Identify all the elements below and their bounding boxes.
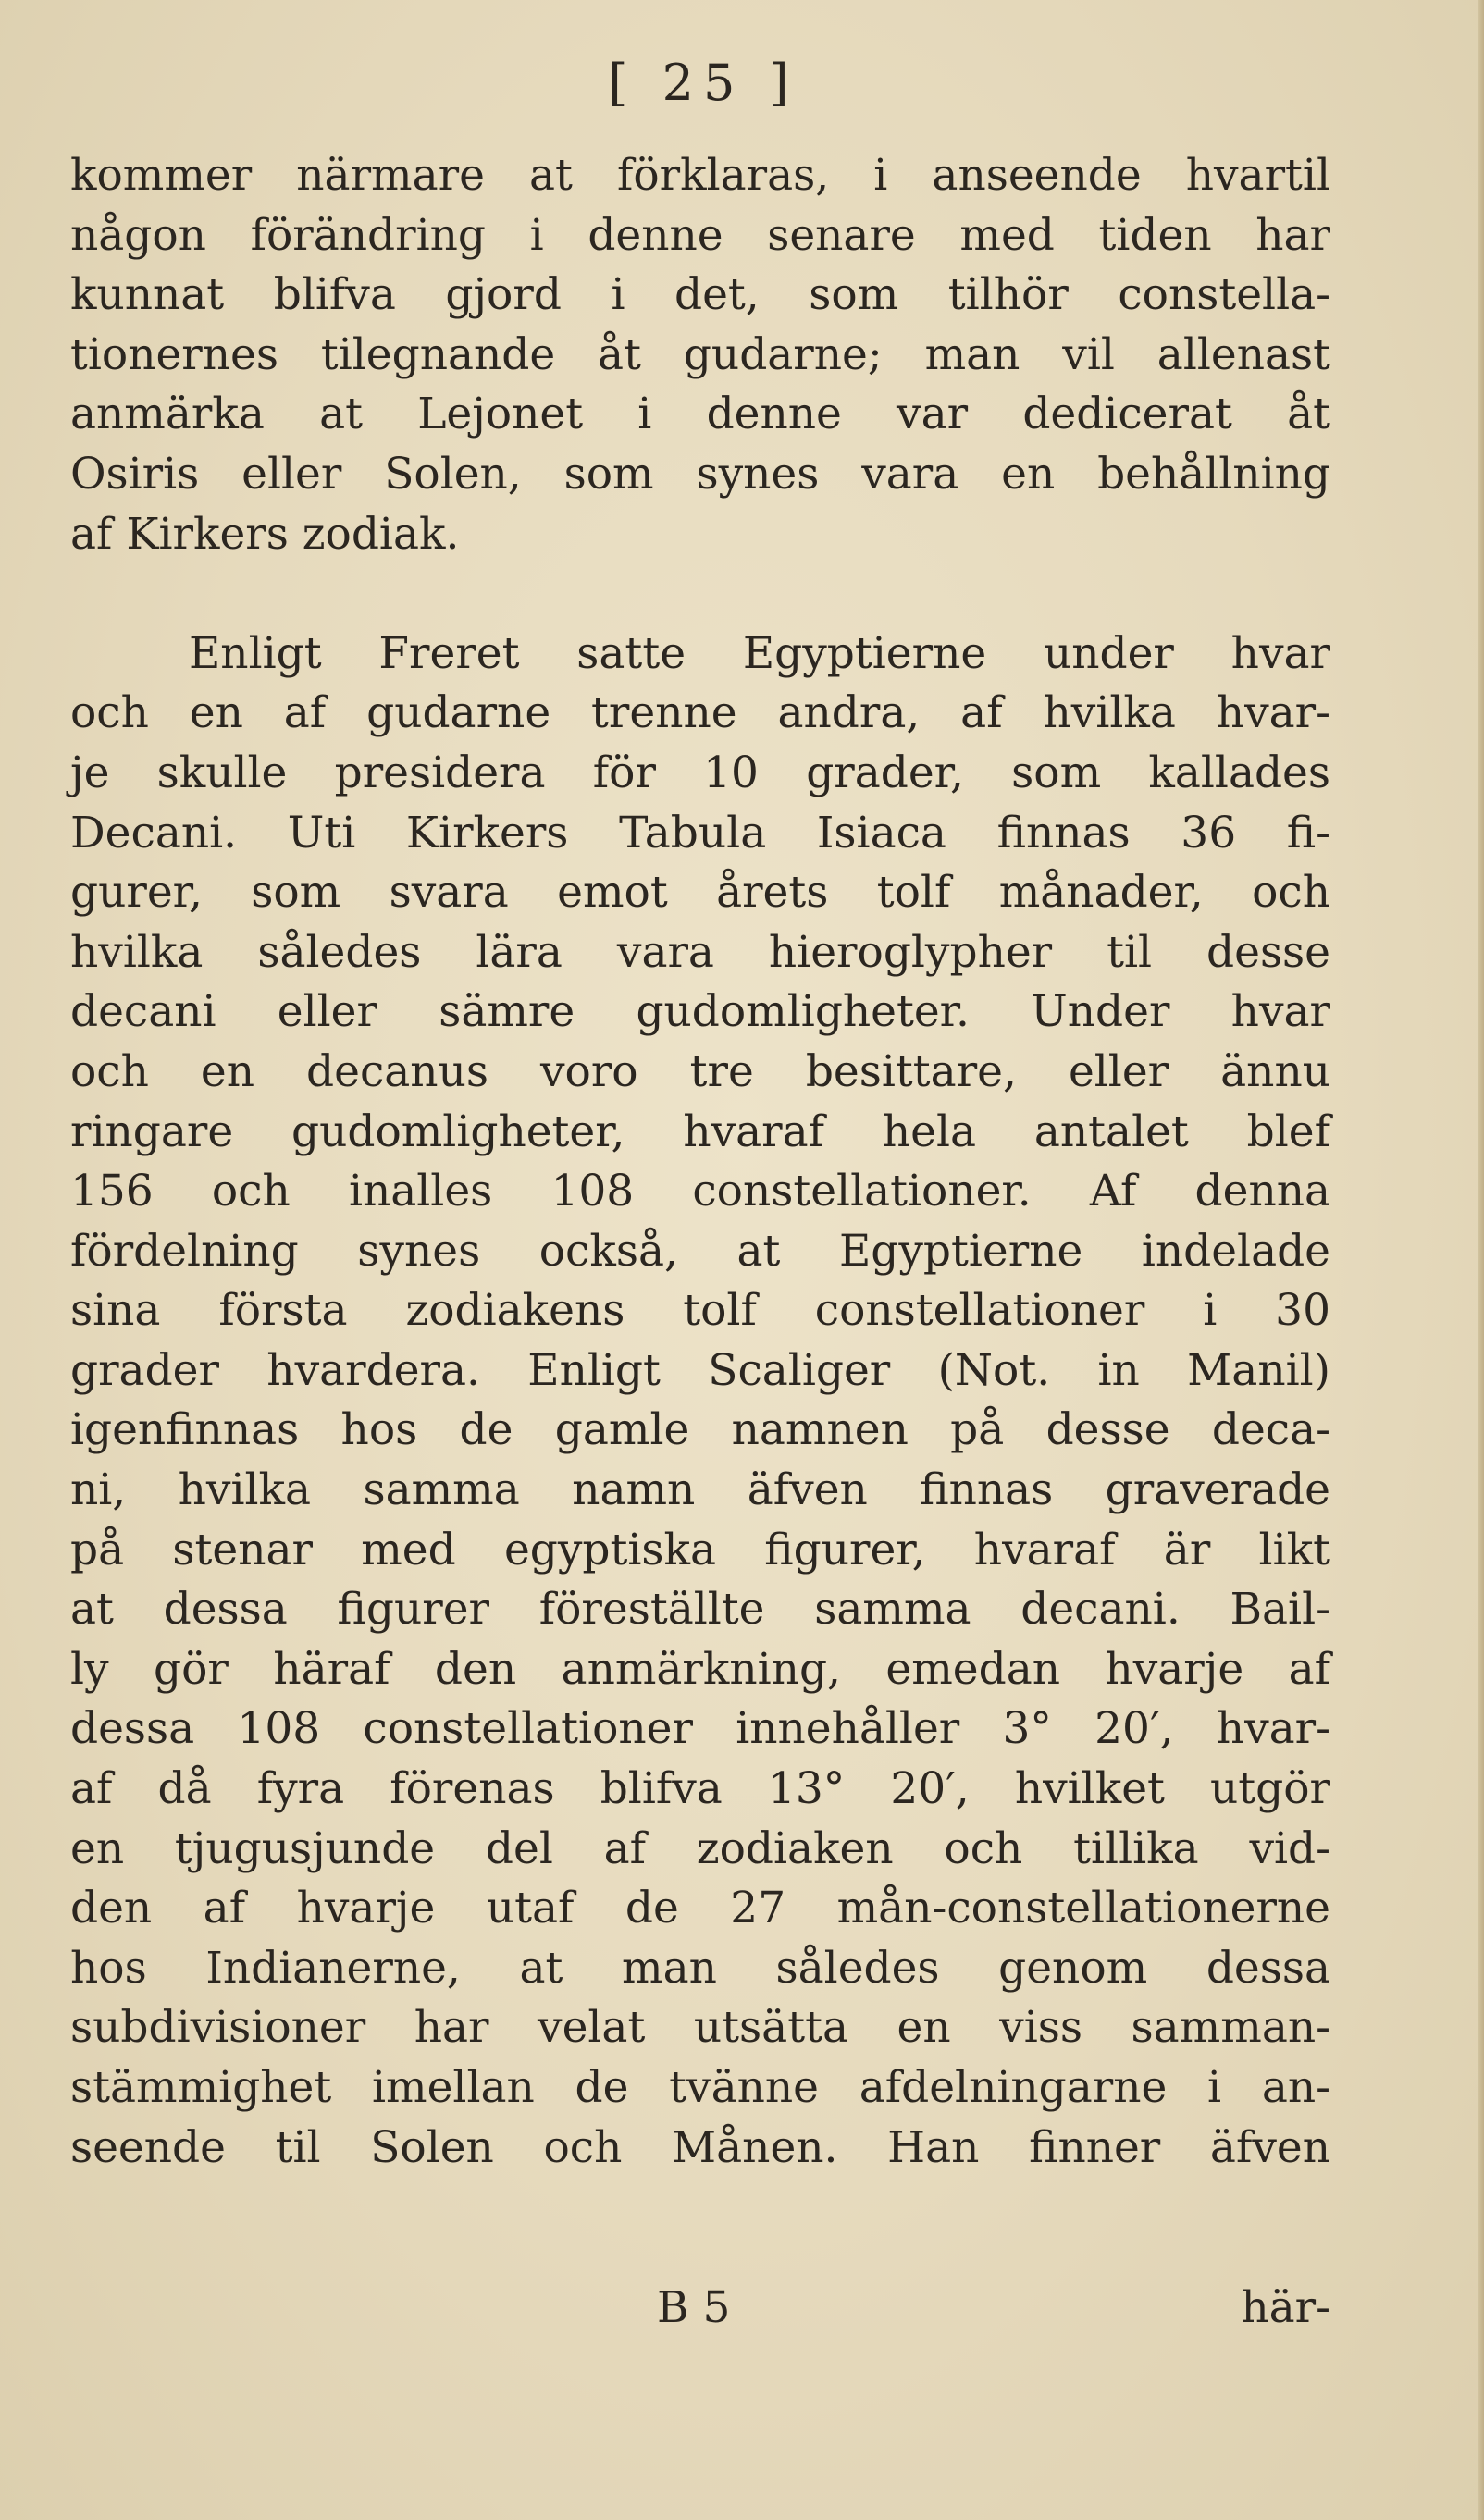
text-line: sina första zodiakens tolf constellationer i 30 (70, 1285, 1330, 1337)
text-line: hos Indianerne, at man således genom dessa (70, 1942, 1330, 1994)
text-line: en tjugusjunde del af zodiaken och tillika vid- (70, 1822, 1330, 1874)
text-line: kunnat blifva gjord i det, som tilhör constella- (70, 269, 1330, 321)
text-line: kommer närmare at förklaras, i anseende hvartil (70, 150, 1330, 201)
text-line: fördelning synes också, at Egyptierne indelade (70, 1225, 1330, 1277)
signature-mark: B 5 (657, 2282, 731, 2333)
text-line: grader hvardera. Enligt Scaliger (Not. in Manil) (70, 1344, 1330, 1396)
text-line: ringare gudomligheter, hvaraf hela antalet blef (70, 1106, 1330, 1157)
text-line: tionernes tilegnande åt gudarne; man vil allenast (70, 328, 1330, 380)
text-line: decani eller sämre gudomligheter. Under hvar (70, 986, 1330, 1038)
text-line: anmärka at Lejonet i denne var dedicerat åt (70, 389, 1330, 440)
text-line: igenfinnas hos de gamle namnen på desse deca- (70, 1404, 1330, 1456)
text-line: Decani. Uti Kirkers Tabula Isiaca finnas 36 fi- (70, 807, 1330, 859)
text-line: Osiris eller Solen, som synes vara en behållning (70, 448, 1330, 500)
text-line: seende til Solen och Månen. Han finner äfven (70, 2121, 1330, 2173)
text-line: på stenar med egyptiska figurer, hvaraf är likt (70, 1524, 1330, 1575)
text-line: dessa 108 constellationer innehåller 3° 20′, hvar- (70, 1703, 1330, 1755)
page-edge (1478, 0, 1484, 2520)
catchword: här- (1241, 2282, 1330, 2333)
text-line: 156 och inalles 108 constellationer. Af denna (70, 1166, 1330, 1217)
text-line: af då fyra förenas blifva 13° 20′, hvilket utgör (70, 1763, 1330, 1815)
text-line: ni, hvilka samma namn äfven finnas graverade (70, 1464, 1330, 1516)
paragraph-1 (70, 146, 1330, 564)
page-number: [ 25 ] (608, 54, 798, 112)
body-text (70, 146, 1330, 2178)
text-line: stämmighet imellan de tvänne afdelningarne i an- (70, 2062, 1330, 2113)
text-line: och en af gudarne trenne andra, af hvilka hvar- (70, 687, 1330, 739)
text-line: af Kirkers zodiak. (70, 508, 460, 560)
text-line: den af hvarje utaf de 27 mån-constellationerne (70, 1883, 1330, 1934)
text-line: je skulle presidera för 10 grader, som kallades (70, 747, 1330, 798)
text-line: någon förändring i denne senare med tiden har (70, 209, 1330, 261)
text-line: ly gör häraf den anmärkning, emedan hvarje af (70, 1643, 1330, 1695)
text-line: at dessa figurer föreställte samma decani. Bail- (70, 1584, 1330, 1636)
text-line: gurer, som svara emot årets tolf månader, och (70, 867, 1330, 919)
paragraph-gap (70, 564, 1330, 624)
text-line: subdivisioner har velat utsätta en viss samman- (70, 2002, 1330, 2054)
text-line: och en decanus voro tre besittare, eller ännu (70, 1045, 1330, 1097)
paragraph-2 (70, 624, 1330, 2178)
page-footer (70, 2276, 1330, 2341)
text-line: hvilka således lära vara hieroglypher til desse (70, 926, 1330, 978)
text-line: Enligt Freret satte Egyptierne under hvar (189, 627, 1330, 679)
